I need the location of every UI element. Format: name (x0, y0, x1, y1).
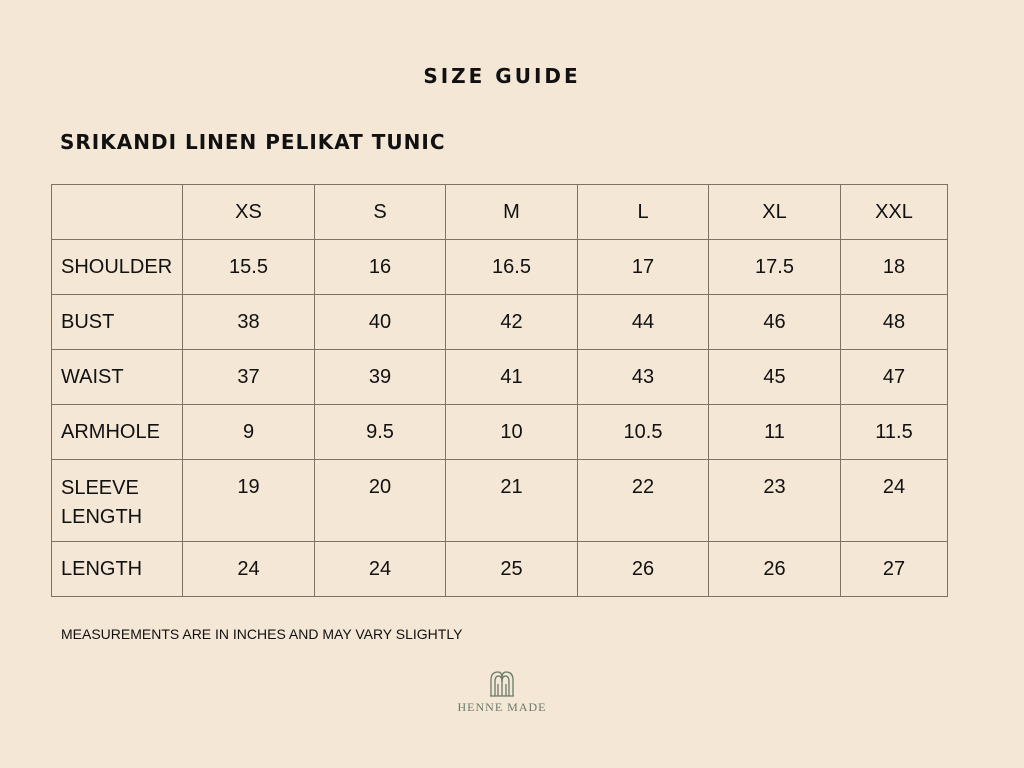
table-cell: 48 (841, 295, 948, 350)
arch-monogram-icon (452, 670, 552, 698)
table-cell: 18 (841, 240, 948, 295)
table-cell: 19 (183, 460, 315, 542)
table-cell: 26 (709, 542, 841, 597)
table-cell: 43 (578, 350, 709, 405)
table-cell: 41 (446, 350, 578, 405)
measurement-note: MEASUREMENTS ARE IN INCHES AND MAY VARY SLIGHTLY (61, 626, 463, 642)
table-cell: 46 (709, 295, 841, 350)
header-corner-cell (52, 185, 183, 240)
table-cell: 11 (709, 405, 841, 460)
table-cell: 11.5 (841, 405, 948, 460)
table-cell: 26 (578, 542, 709, 597)
table-row (52, 350, 948, 405)
page-title: SIZE GUIDE (423, 64, 581, 88)
table-cell: 21 (446, 460, 578, 542)
table-cell: 39 (315, 350, 446, 405)
table-cell: 16.5 (446, 240, 578, 295)
table-cell: 38 (183, 295, 315, 350)
row-label-waist: WAIST (52, 350, 183, 405)
column-header-s: S (315, 185, 446, 240)
table-cell: 23 (709, 460, 841, 542)
table-cell: 40 (315, 295, 446, 350)
table-cell: 15.5 (183, 240, 315, 295)
table-cell: 20 (315, 460, 446, 542)
row-label-length: LENGTH (52, 542, 183, 597)
table-row (52, 295, 948, 350)
size-table (51, 184, 948, 597)
table-cell: 10 (446, 405, 578, 460)
table-cell: 27 (841, 542, 948, 597)
table-row (52, 405, 948, 460)
row-label-bust: BUST (52, 295, 183, 350)
table-cell: 47 (841, 350, 948, 405)
brand-logo (452, 670, 552, 715)
table-cell: 24 (183, 542, 315, 597)
table-row (52, 542, 948, 597)
column-header-xs: XS (183, 185, 315, 240)
table-cell: 17 (578, 240, 709, 295)
table-cell: 42 (446, 295, 578, 350)
table-cell: 22 (578, 460, 709, 542)
table-cell: 9 (183, 405, 315, 460)
table-cell: 16 (315, 240, 446, 295)
product-title: SRIKANDI LINEN PELIKAT TUNIC (60, 130, 446, 154)
table-cell: 45 (709, 350, 841, 405)
row-label-sleeve-length: SLEEVE LENGTH (52, 460, 183, 542)
column-header-l: L (578, 185, 709, 240)
table-cell: 17.5 (709, 240, 841, 295)
table-cell: 9.5 (315, 405, 446, 460)
table-cell: 10.5 (578, 405, 709, 460)
table-cell: 37 (183, 350, 315, 405)
table-cell: 24 (841, 460, 948, 542)
row-label-armhole: ARMHOLE (52, 405, 183, 460)
table-cell: 24 (315, 542, 446, 597)
table-row (52, 240, 948, 295)
table-row (52, 460, 948, 542)
column-header-m: M (446, 185, 578, 240)
row-label-shoulder: SHOULDER (52, 240, 183, 295)
brand-name: HENNE MADE (457, 700, 547, 714)
table-cell: 44 (578, 295, 709, 350)
table-cell: 25 (446, 542, 578, 597)
column-header-xxl: XXL (841, 185, 948, 240)
column-header-xl: XL (709, 185, 841, 240)
table-header-row (52, 185, 948, 240)
